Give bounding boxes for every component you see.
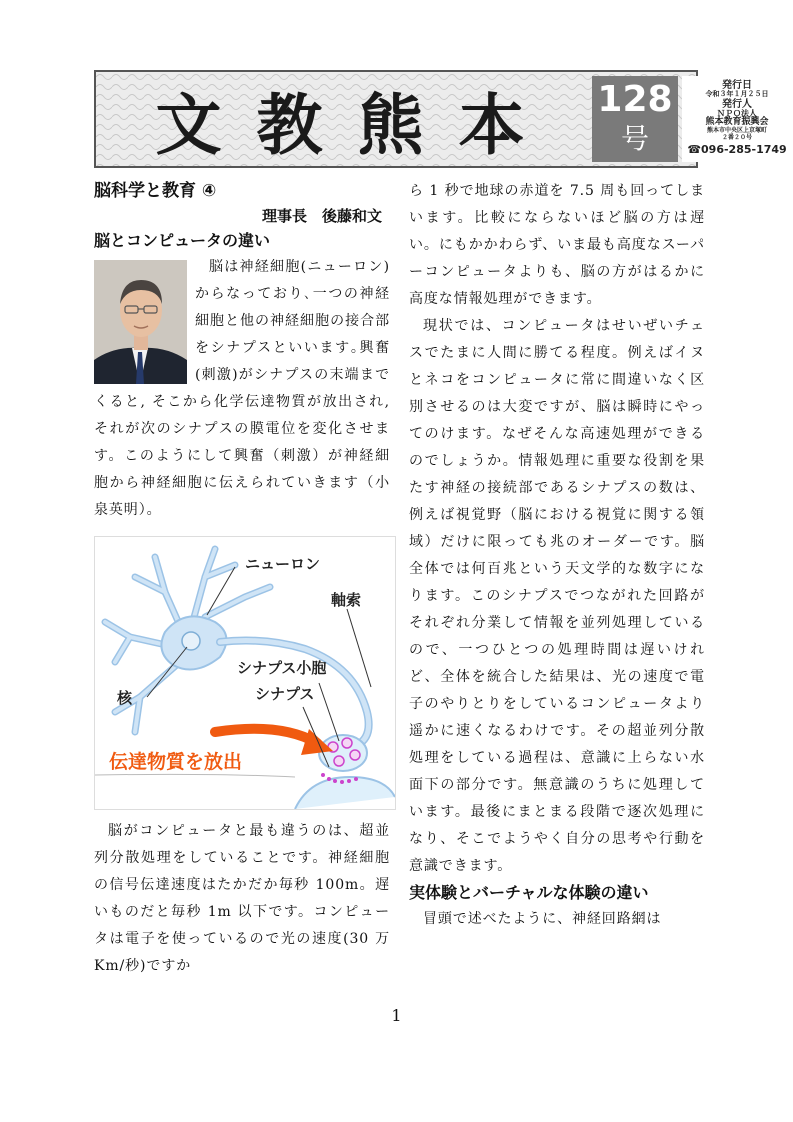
label-release-transmitter: 伝達物質を放出 [109,751,243,773]
label-synapse: シナプス [255,685,315,703]
newsletter-title: 文 教 熊 本 [155,85,531,164]
publisher-name: 熊本教育振興会 [705,117,769,128]
paragraph-neuron-intro: 脳は神経細胞(ニューロン)からなっており､一つの神経細胞と他の神経細胞の接合部をシナプスといいます｡興奮(刺激)がシナプスの末端までくると, そこから化学伝達物質が放出され, それが次のシナプスの膜電位を変化させます。このようにして興奮（刺激）が神経細胞から神経細胞に伝えられていきます（小泉英明）。 [94,259,390,518]
left-column [94,178,390,980]
label-synaptic-vesicle: シナプス小胞 [237,659,327,677]
issue-date: 令和３年１月２５日 [705,90,769,98]
issue-suffix: 号 [620,122,649,155]
phone-number: ☎096-285-1749 [687,142,787,156]
paragraph-parallel-processing: 脳がコンピュータと最も違うのは、超並列分散処理をしていることです。神経細胞の信号伝達速度はたかだか毎秒 100m。遅いものだと毎秒 1m 以下です。コンピュータは電子を使っているので光の速度(30 万 Km/秒)ですか [94,823,390,974]
label-neuron: ニューロン [245,555,321,573]
issue-date-label: 発行日 [722,80,752,91]
paragraph-computer-limits: 現状では、コンピュータはせいぜいチェスでたまに人間に勝てる程度。例えばイヌとネコをコンピュータに常に間違いなく区別させるのは大変ですが、脳は瞬時にやってのけます。なぜそんな高速処理ができるのでしょうか。情報処理に重要な役割を果たす神経の接続部であるシナプスの数は、例えば視覚野（脳における視覚に関する領域）だけに限っても兆のオーダーです。脳全体では何百兆という天文学的な数字になります。このシナプスでつながれた回路がそれぞれ分業して情報を並列処理しているので、一つひとつの処理時間は遅いけれど、全体を統合した結果は、光の速度で電子のやりとりをしているコンピュータより遥かに速くなるわけです。その超並列分散処理をしている過程は、意識に上らない水面下の部分です。無意識のうちに処理しています。最後にまとまる段階で逐次処理になり、そこでようやく自分の思考や行動を意識できます。 [409,318,705,874]
author-portrait [94,260,187,384]
label-nucleus: 核 [117,689,133,707]
publisher-label: 発行人 [722,98,752,110]
issue-number: 128 [597,79,673,120]
publication-info [682,76,792,162]
paragraph-neural-network: 冒頭で述べたように、神経回路網は [423,911,662,927]
page-number: 1 [391,1006,402,1025]
article-author: 理事長 後藤和文 [261,207,382,225]
address-line-2: ２番２０号 [721,133,752,141]
neuron-diagram [94,536,396,810]
section-heading-real-vs-virtual: 実体験とバーチャルな体験の違い [409,883,649,902]
right-column [409,178,705,933]
issue-number-box [592,76,678,162]
article-title: 脳科学と教育 ④ [94,181,217,201]
publisher-org: ＮＰＯ法人 [717,108,757,118]
label-axon: 軸索 [331,591,362,609]
section-heading-brain-vs-computer: 脳とコンピュータの違い [94,231,271,250]
address-line-1: 熊本市中央区上京塚町 [706,127,767,135]
paragraph-parallel-processing-continued: ら 1 秒で地球の赤道を 7.5 周も回ってしまいます。比較にならないほど脳の方は遅い。にもかかわらず、いま最も高度なスーパーコンピュータよりも、脳の方がはるかに高度な情報処理ができます。 [409,183,705,307]
masthead [94,70,787,168]
